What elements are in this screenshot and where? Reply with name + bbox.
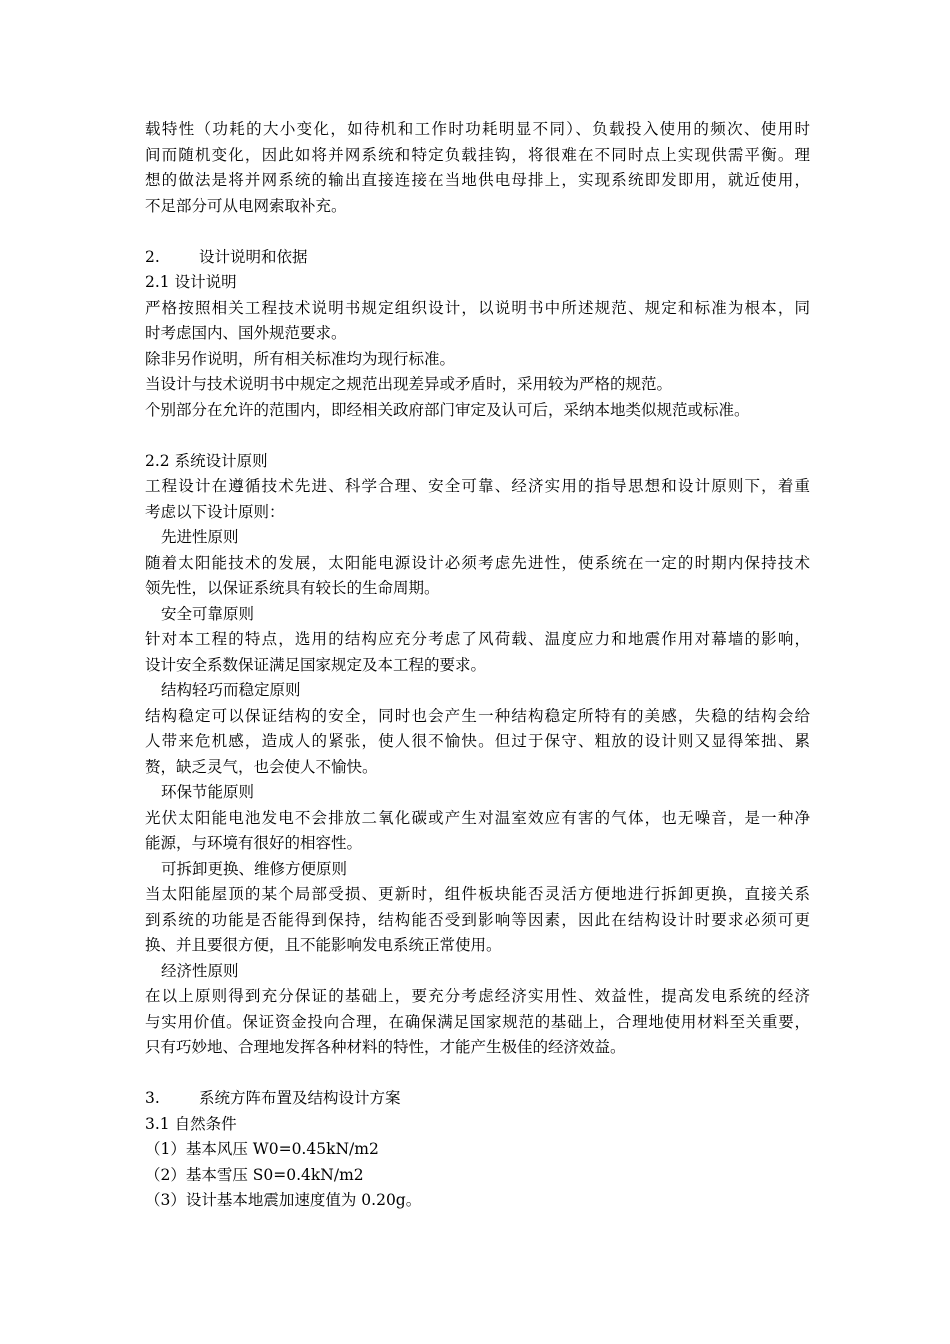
- text-line: 时考虑国内、国外规范要求。: [145, 324, 347, 342]
- text-line: 换、并且要很方便，且不能影响发电系统正常使用。: [145, 936, 502, 954]
- section-heading-2: [145, 245, 810, 271]
- section-number: 2.: [145, 247, 160, 266]
- intro-paragraph: [145, 117, 810, 219]
- text-line: 能源，与环境有很好的相容性。: [145, 834, 363, 852]
- section-title: 设计说明和依据: [199, 247, 308, 266]
- principle-title: 安全可靠原则: [161, 604, 255, 623]
- text-line: 个别部分在允许的范围内，即经相关政府部门审定及认可后，采纳本地类似规范或标准。: [145, 400, 750, 419]
- text-line: 到系统的功能是否能得到保持，结构能否受到影响等因素，因此在结构设计时要求必须可更: [145, 910, 810, 929]
- principle-title: 环保节能原则: [161, 783, 255, 801]
- design-description-paragraph: [145, 296, 810, 424]
- principle-title: 结构轻巧而稳定原则: [161, 681, 301, 699]
- text-line: 与实用价值。保证资金投向合理，在确保满足国家规范的基础上，合理地使用材料至关重要，: [145, 1012, 810, 1031]
- list-item: （3）设计基本地震加速度值为 0.20g。: [145, 1191, 422, 1209]
- text-line: 不足部分可从电网索取补充。: [145, 196, 347, 215]
- section-number: 3.: [145, 1089, 160, 1107]
- text-line: 工程设计在遵循技术先进、科学合理、安全可靠、经济实用的指导思想和设计原则下，着重: [145, 477, 810, 495]
- text-line: 间而随机变化，因此如将并网系统和特定负载挂钩，将很难在不同时点上实现供需平衡。理: [145, 145, 810, 164]
- section-heading-3: [145, 1086, 810, 1112]
- principle-title: 经济性原则: [161, 961, 239, 980]
- text-line: 在以上原则得到充分保证的基础上，要充分考虑经济实用性、效益性，提高发电系统的经济: [145, 987, 810, 1005]
- text-line: 严格按照相关工程技术说明书规定组织设计，以说明书中所述规范、规定和标准为根本，同: [145, 298, 810, 317]
- subsection-heading-2-1: 2.1 设计说明: [145, 273, 237, 291]
- text-line: 赘，缺乏灵气，也会使人不愉快。: [145, 757, 378, 776]
- text-line: 光伏太阳能电池发电不会排放二氧化碳或产生对温室效应有害的气体，也无噪音，是一种净: [145, 808, 810, 827]
- text-line: 随着太阳能技术的发展，太阳能电源设计必须考虑先进性，使系统在一定的时期内保持技术: [145, 553, 810, 572]
- section-title: 系统方阵布置及结构设计方案: [199, 1089, 401, 1107]
- text-line: 针对本工程的特点，选用的结构应充分考虑了风荷载、温度应力和地震作用对幕墙的影响，: [145, 630, 810, 648]
- text-line: 结构稳定可以保证结构的安全，同时也会产生一种结构稳定所特有的美感，失稳的结构会给: [145, 706, 810, 725]
- text-line: 考虑以下设计原则：: [145, 502, 285, 521]
- text-line: 领先性，以保证系统具有较长的生命周期。: [145, 579, 440, 597]
- document-page: [145, 117, 810, 1214]
- principle-title: 先进性原则: [161, 528, 239, 546]
- text-line: 设计安全系数保证满足国家规定及本工程的要求。: [145, 655, 487, 674]
- design-principles-intro: [145, 474, 810, 525]
- subsection-heading-3-1: 3.1 自然条件: [145, 1114, 237, 1133]
- text-line: 只有巧妙地、合理地发挥各种材料的特性，才能产生极佳的经济效益。: [145, 1038, 626, 1056]
- list-item: （1）基本风压 W0=0.45kN/m2: [145, 1140, 379, 1158]
- text-line: 载特性（功耗的大小变化，如待机和工作时功耗明显不同）、负载投入使用的频次、使用时: [145, 120, 810, 138]
- text-line: 当设计与技术说明书中规定之规范出现差异或矛盾时，采用较为严格的规范。: [145, 375, 673, 393]
- text-line: 人带来危机感，造成人的紧张，使人很不愉快。但过于保守、粗放的设计则又显得笨拙、累: [145, 732, 810, 750]
- text-line: 除非另作说明，所有相关标准均为现行标准。: [145, 349, 456, 368]
- text-line: 想的做法是将并网系统的输出直接连接在当地供电母排上，实现系统即发即用，就近使用，: [145, 171, 810, 189]
- text-line: 当太阳能屋顶的某个局部受损、更新时，组件板块能否灵活方便地进行拆卸更换，直接关系: [145, 885, 810, 903]
- subsection-heading-2-2: 2.2 系统设计原则: [145, 451, 268, 470]
- list-item: （2）基本雪压 S0=0.4kN/m2: [145, 1165, 364, 1184]
- principle-title: 可拆卸更换、维修方便原则: [161, 859, 348, 878]
